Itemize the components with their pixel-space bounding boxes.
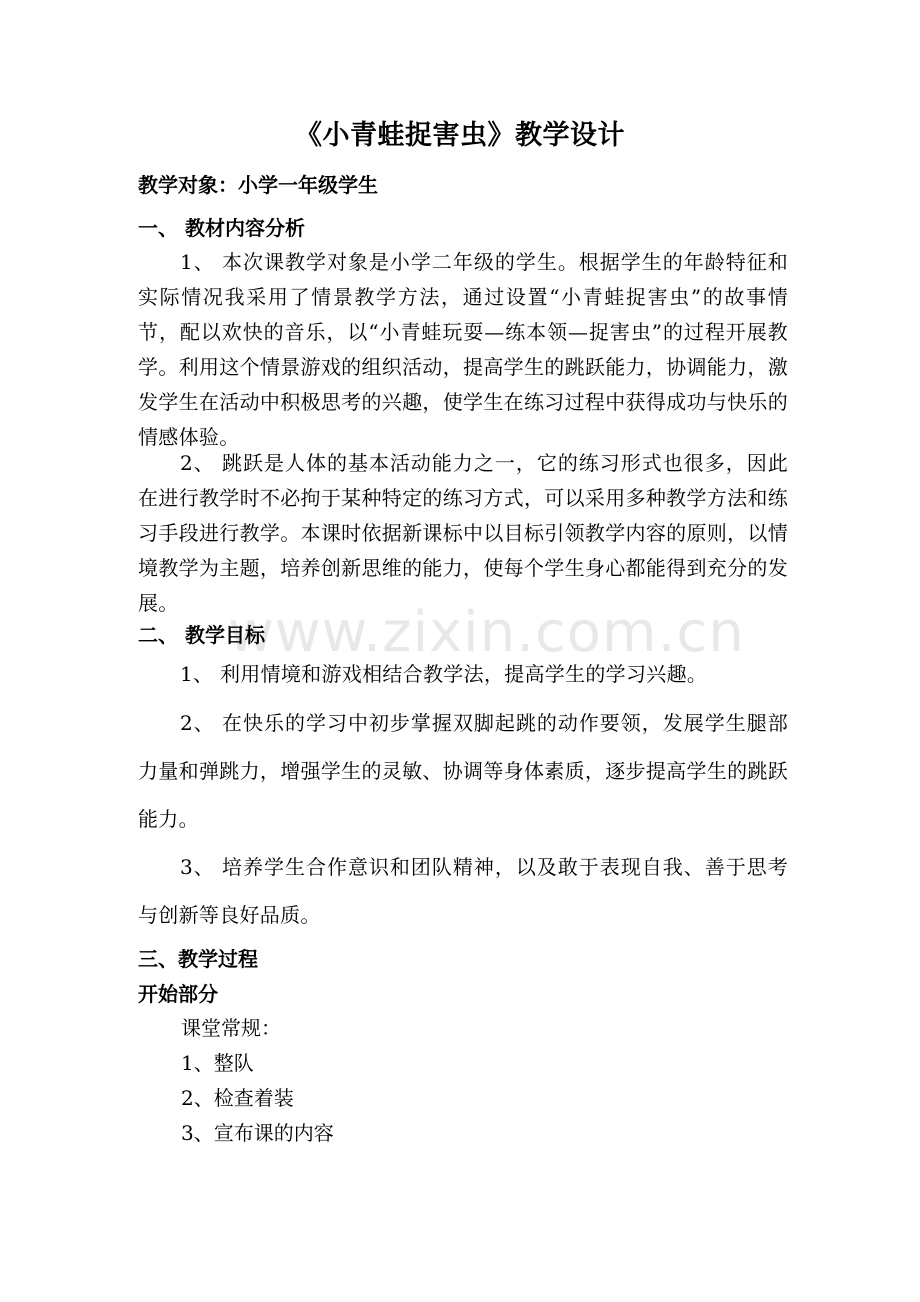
- section2-paragraph-1: 1、 利用情境和游戏相结合教学法，提高学生的学习兴趣。: [180, 662, 708, 686]
- section1-heading: 一、 教材内容分析: [138, 216, 305, 240]
- section3-heading: 三、教学过程: [138, 947, 258, 971]
- list-item: 3、宣布课的内容: [181, 1121, 334, 1145]
- section1-paragraph-2: 2、 跳跃是人体的基本活动能力之一，它的练习形式也很多，因此在进行教学时不必拘于某种特定的练习方式，可以采用多种教学方法和练习手段进行教学。本课时依据新课标中以目标引领教学内容的原则，以情境教学为主题，培养创新思维的能力，使每个学生身心都能得到充分的发展。: [138, 451, 788, 615]
- section3-subheading: 开始部分: [138, 982, 218, 1006]
- list-item: 1、整队: [181, 1051, 254, 1075]
- list-item: 2、检查着装: [181, 1086, 294, 1110]
- audience-line: 教学对象：小学一年级学生: [138, 173, 378, 197]
- section2-heading: 二、 教学目标: [138, 623, 265, 647]
- watermark-text: www.zixin.com.cn: [228, 600, 745, 665]
- section3-intro: 课堂常规：: [181, 1016, 281, 1040]
- document-title: 《小青蛙捉害虫》教学设计: [295, 120, 625, 151]
- section2-paragraph-2: 2、 在快乐的学习中初步掌握双脚起跳的动作要领，发展学生腿部力量和弹跳力，增强学生的灵敏、协调等身体素质，逐步提高学生的跳跃能力。: [138, 711, 788, 831]
- section2-paragraph-3: 3、 培养学生合作意识和团队精神，以及敢于表现自我、善于思考与创新等良好品质。: [138, 855, 788, 927]
- section1-paragraph-1: 1、 本次课教学对象是小学二年级的学生。根据学生的年龄特征和实际情况我采用了情景教学方法，通过设置“小青蛙捉害虫”的故事情节，配以欢快的音乐，以“小青蛙玩耍—练本领—捉害虫”的过程开展教学。利用这个情景游戏的组织活动，提高学生的跳跃能力，协调能力，激发学生在活动中积极思考的兴趣，使学生在练习过程中获得成功与快乐的情感体验。: [138, 250, 788, 449]
